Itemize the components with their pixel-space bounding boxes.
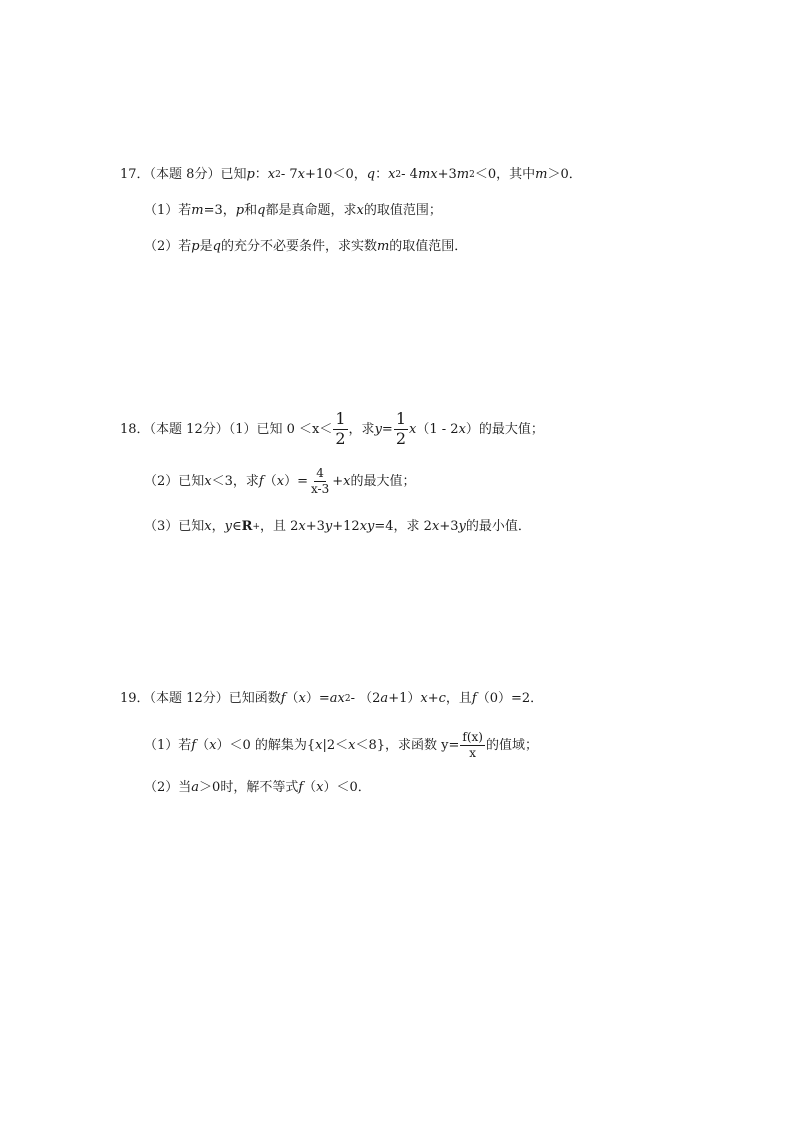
fraction-one-half-coefficient: $\frac{1}{2}$: [395, 409, 407, 448]
problem-18-part-2: （2）已知 x ＜3，求 f （ x ）= $\frac{4}{x-3}$ + x 的最大值；: [144, 466, 416, 496]
problem-17-part-1: （1）若 m =3， p 和 q 都是真命题，求 x 的取值范围；: [144, 203, 442, 218]
fraction-four-over-x-minus-3: $\frac{4}{x-3}$: [310, 466, 330, 496]
problem-19-part-2: （2）当 a ＞0时，解不等式 f （ x ）＜0．: [144, 780, 371, 795]
problem-17-header: 17．（本题 8分）已知: [120, 167, 247, 182]
problem-18-statement: 18．（本题 12分）（1）已知 0 ＜x＜ $\frac{1}{2}$ ，求 y = $\frac{1}{2}$ x （1 - 2 x ）的最大值；: [120, 409, 544, 448]
problem-19-part-1: （1）若 f （ x ）＜0 的解集为{ x |2＜ x ＜8}，求函数 y= $\frac{f(x)}{x}$ 的值域；: [144, 730, 538, 760]
problem-17-part-2: （2）若 p 是 q 的充分不必要条件，求实数 m 的取值范围．: [144, 239, 468, 254]
problem-18-part-3: （3）已知 x ， y ∈ R + ，且 2 x +3 y +12 xy =4，求 2 x +3 y 的最小值．: [144, 519, 531, 534]
problem-17-statement: 17．（本题 8分）已知 p ： x 2 - 7 x +10＜0， q ： x 2 - 4 mx +3 m 2 ＜0，其中 m ＞0．: [120, 167, 582, 182]
problem-19-statement: 19．（本题 12分）已知函数 f （ x ）= ax 2 - （2 a +1） x + c ，且 f （0）=2．: [120, 691, 544, 706]
problem-18-header: 18．（本题 12分）（1）已知 0 ＜x＜: [120, 421, 333, 437]
problem-19-header: 19．（本题 12分）已知函数: [120, 691, 281, 706]
fraction-one-half: $\frac{1}{2}$: [335, 409, 346, 448]
fraction-f-of-x-over-x: $\frac{f(x)}{x}$: [462, 730, 483, 760]
